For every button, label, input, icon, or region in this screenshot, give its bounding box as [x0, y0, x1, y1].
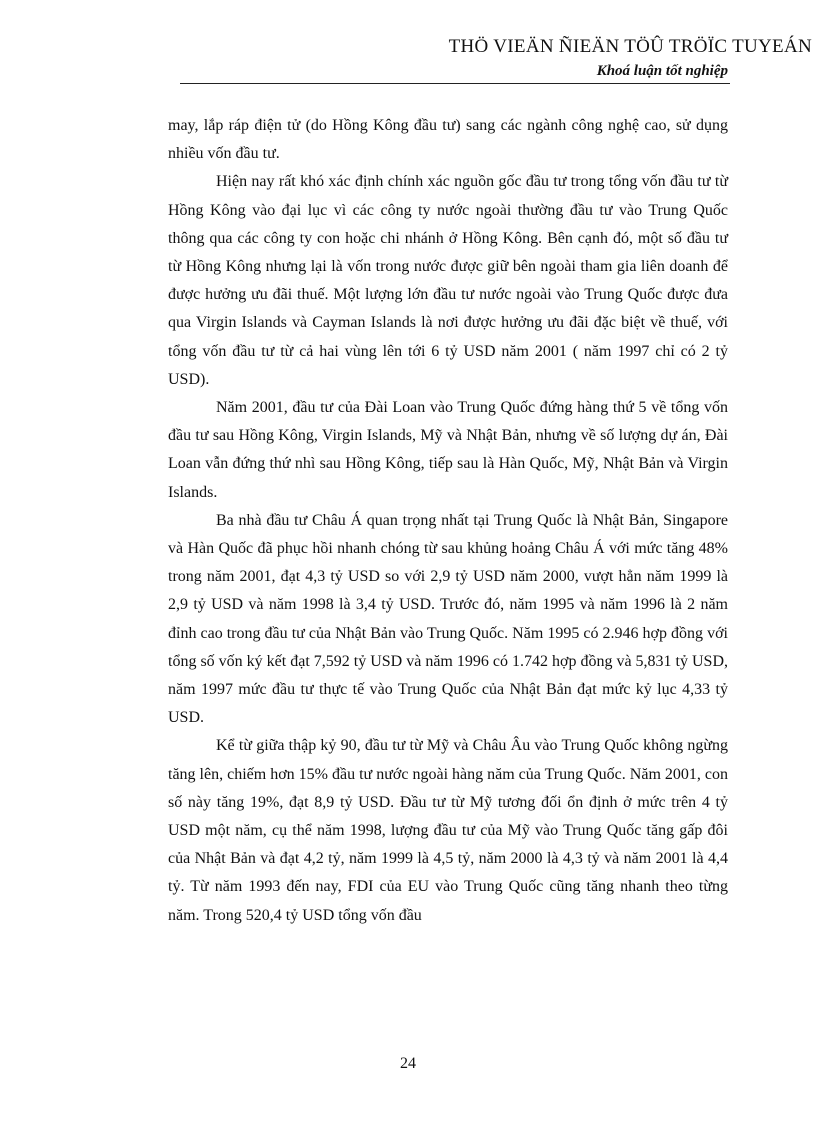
paragraph: Kể từ giữa thập kỷ 90, đầu tư từ Mỹ và Châu Âu vào Trung Quốc không ngừng tăng lên, chiếm hơn 15% đầu tư nước ngoài hàng năm của Trung Quốc. Năm 2001, con số này tăng 19%, đạt 8,9 tỷ USD. Đầu tư từ Mỹ tương đối ổn định ở mức trên 4 tỷ USD một năm, cụ thể năm 1998, lượng đầu tư của Mỹ vào Trung Quốc tăng gấp đôi của Nhật Bản và đạt 4,2 tỷ, năm 1999 là 4,5 tỷ, năm 2000 là 4,3 tỷ và năm 2001 là 4,4 tỷ. Từ năm 1993 đến nay, FDI của EU vào Trung Quốc cũng tăng nhanh theo từng năm. Trong 520,4 tỷ USD tổng vốn đầu: [168, 737, 728, 924]
header-divider: [180, 83, 730, 84]
page-number: 24: [400, 1055, 416, 1072]
body-text: [168, 112, 728, 930]
paragraph: may, lắp ráp điện tử (do Hồng Kông đầu tư) sang các ngành công nghệ cao, sử dụng nhiều vốn đầu tư.: [168, 117, 728, 163]
paragraph: Năm 2001, đầu tư của Đài Loan vào Trung Quốc đứng hàng thứ 5 về tổng vốn đầu tư sau Hồng Kông, Virgin Islands, Mỹ và Nhật Bản, nhưng về số lượng dự án, Đài Loan vẫn đứng thứ nhì sau Hồng Kông, tiếp sau là Hàn Quốc, Mỹ, Nhật Bản và Virgin Islands.: [168, 399, 728, 501]
paragraph: Hiện nay rất khó xác định chính xác nguồn gốc đầu tư trong tổng vốn đầu tư từ Hồng Kông vào đại lục vì các công ty nước ngoài thường đầu tư vào Trung Quốc thông qua các công ty con hoặc chi nhánh ở Hồng Kông. Bên cạnh đó, một số đầu tư từ Hồng Kông nhưng lại là vốn trong nước được giữ bên ngoài tham gia liên doanh để được hưởng ưu đãi thuế. Một lượng lớn đầu tư nước ngoài vào Trung Quốc được đưa qua Virgin Islands và Cayman Islands là nơi được hưởng ưu đãi đặc biệt về thuế, với tổng vốn đầu tư từ cả hai vùng lên tới 6 tỷ USD năm 2001 ( năm 1997 chỉ có 2 tỷ USD).: [168, 173, 728, 388]
paragraph: Ba nhà đầu tư Châu Á quan trọng nhất tại Trung Quốc là Nhật Bản, Singapore và Hàn Quốc đã phục hồi nhanh chóng từ sau khủng hoảng Châu Á với mức tăng 48% trong năm 2001, đạt 4,3 tỷ USD so với 2,9 tỷ USD năm 2000, vượt hẳn năm 1999 là 2,9 tỷ USD và năm 1998 là 3,4 tỷ USD. Trước đó, năm 1995 và năm 1996 là 2 năm đỉnh cao trong đầu tư của Nhật Bản vào Trung Quốc. Năm 1995 có 2.946 hợp đồng với tổng số vốn ký kết đạt 7,592 tỷ USD và năm 1996 có 1.742 hợp đồng và 5,831 tỷ USD, năm 1997 mức đầu tư thực tế vào Trung Quốc của Nhật Bản đạt mức kỷ lục 4,33 tỷ USD.: [168, 511, 728, 727]
header-subtitle: Khoá luận tốt nghiệp: [596, 63, 728, 79]
header-title: THÖ VIEÄN ÑIEÄN TÖÛ TRÖÏC TUYEÁN: [448, 36, 812, 57]
